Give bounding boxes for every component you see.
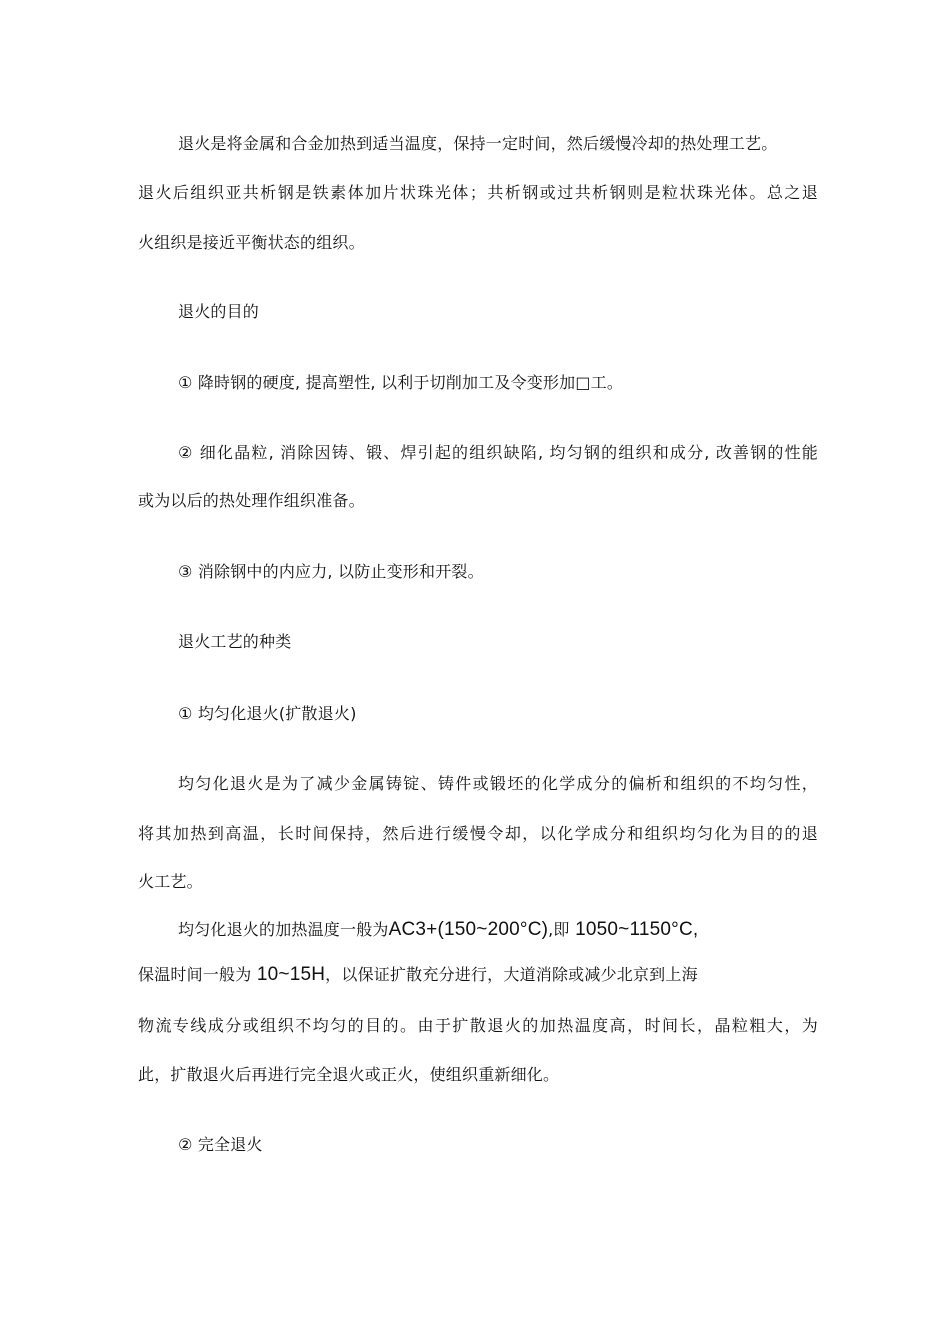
paragraph-homogenizing-line-2: 将其加热到高温，长时间保持，然后进行缓慢令却，以化学成分和组织均匀化为目的的退 [138,824,818,843]
paragraph-intro-line-2: 退火后组织亚共析钢是铁素体加片状珠光体；共析钢或过共析钢则是粒状珠光体。总之退 [138,183,818,202]
holding-text-a: 保温时间一般为 [138,965,252,984]
purpose-item-1: ① 降時钢的硬度, 提高塑性, 以利于切削加工及令变形加□工。 [178,373,624,392]
paragraph-temperature-line-4: 此，扩散退火后再进行完全退火或正火，使组织重新细化。 [138,1065,560,1084]
type-1-title: ① 均匀化退火(扩散退火) [178,704,357,723]
purpose-item-2-line-1: ② 细化晶粒, 消除因铸、锻、焊引起的组织缺陷, 均匀钢的组织和成分, 改善钢的性能 [178,443,818,462]
paragraph-homogenizing-line-3: 火工艺。 [138,872,203,891]
holding-time: 10~15H [251,964,326,985]
paragraph-intro-line-3: 火组织是接近平衡状态的组织。 [138,233,365,252]
paragraph-temperature-line-2 [138,963,818,987]
paragraph-homogenizing-line-1: 均匀化退火是为了减少金属铸锭、铸件或锻坯的化学成分的偏析和组织的不均匀性， [178,774,818,793]
temperature-text-c: ,即 [548,920,570,939]
purpose-item-3: ③ 消除钢中的内应力, 以防止变形和开裂。 [178,562,484,581]
purpose-item-2-line-2: 或为以后的热处理作组织准备。 [138,491,365,510]
paragraph-intro-line-1: 退火是将金属和合金加热到适当温度，保持一定时间，然后缓慢冷却的热处理工艺。 [178,134,778,153]
paragraph-temperature-line-1 [178,918,818,942]
heading-types: 退火工艺的种类 [178,632,292,651]
temperature-text-a: 均匀化退火的加热温度一般为 [178,920,389,939]
paragraph-temperature-line-3: 物流专线成分或组织不均匀的目的。由于扩散退火的加热温度高，时间长，晶粒粗大，为 [138,1016,818,1035]
type-2-title: ② 完全退火 [178,1135,263,1154]
temperature-range: 1050~1150°C, [569,919,699,940]
holding-text-c: ，以保证扩散充分进行，大道消除或减少北京到上海 [325,965,698,984]
temperature-formula: AC3+(150~200°C) [388,919,549,940]
heading-purpose: 退火的目的 [178,302,260,321]
